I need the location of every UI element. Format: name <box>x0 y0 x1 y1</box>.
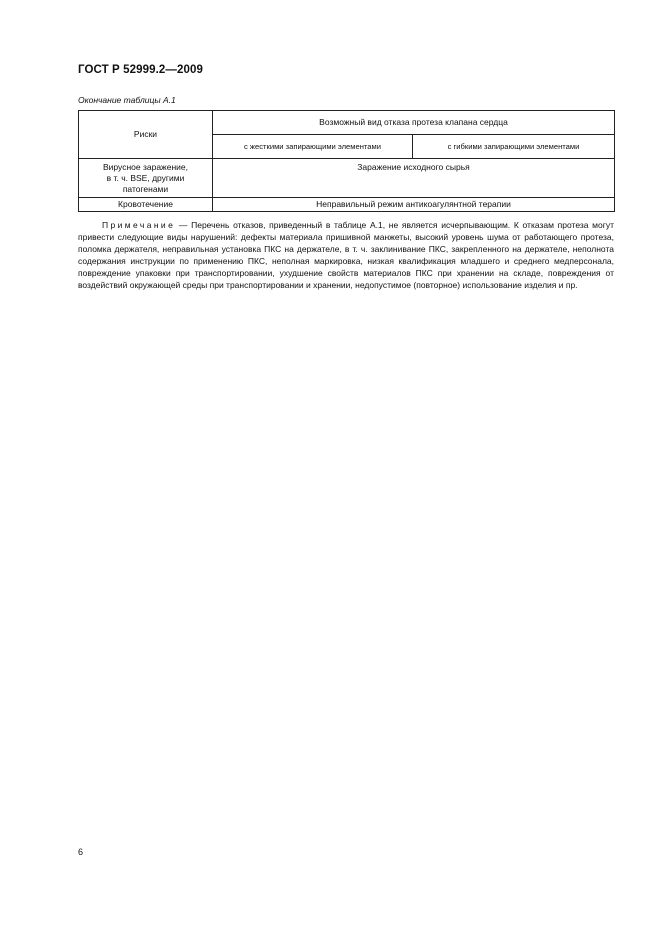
header-rigid-label: с жесткими запирающими элементами <box>244 142 381 151</box>
table-row <box>79 159 615 198</box>
page-number: 6 <box>78 847 84 857</box>
header-cell-failure <box>213 111 615 135</box>
document-header: ГОСТ Р 52999.2—2009 <box>78 64 203 76</box>
risk-bleeding-label: Кровотечение <box>118 199 173 209</box>
risk-virus-text: Вирусное заражение, в т. ч. BSE, другими патогенами <box>103 161 188 194</box>
note-label: Примечание <box>102 220 176 230</box>
risk-virus-label <box>103 162 188 194</box>
failure-anticoagulant-label: Неправильный режим антикоагулянтной терапии <box>316 199 511 209</box>
header-cell-flexible <box>413 135 615 159</box>
failure-contamination-label: Заражение исходного сырья <box>357 162 470 172</box>
header-failure-label: Возможный вид отказа протеза клапана сердца <box>319 117 508 127</box>
risk-cell <box>79 159 213 198</box>
header-risks-label: Риски <box>133 129 158 139</box>
failure-cell <box>213 159 615 198</box>
risk-table <box>78 110 615 212</box>
note-dash: — <box>175 220 192 230</box>
failure-cell <box>213 198 615 212</box>
note-text: Перечень отказов, приведенный в таблице А.1, не является исчерпывающим. К отказам протеза могут привести следующие виды нарушений: дефекты материала пришивной манжеты, высокий уровень шума от работающего протеза, поломка держателя, неправильная установка ПКС на держателе, в т. ч. заклинивание ПКС, закрепленного на держателе, неполнота содержания инструкции по применению ПКС, неполная маркировка, низкая квалификация младшего и среднего медперсонала, повреждение упаковки при транспортировании, ухудшение свойств материалов ПКС при хранении на складе, повреждения от воздействий окружающей среды при транспортировании и хранении, недопустимое (повторное) использование изделия и пр. <box>78 220 614 290</box>
header-cell-risks <box>79 111 213 159</box>
risk-cell <box>79 198 213 212</box>
header-cell-rigid <box>213 135 413 159</box>
table-caption: Окончание таблицы А.1 <box>78 95 176 105</box>
table-note <box>78 220 614 291</box>
table-row <box>79 198 615 212</box>
header-flexible-label: с гибкими запирающими элементами <box>447 142 580 151</box>
